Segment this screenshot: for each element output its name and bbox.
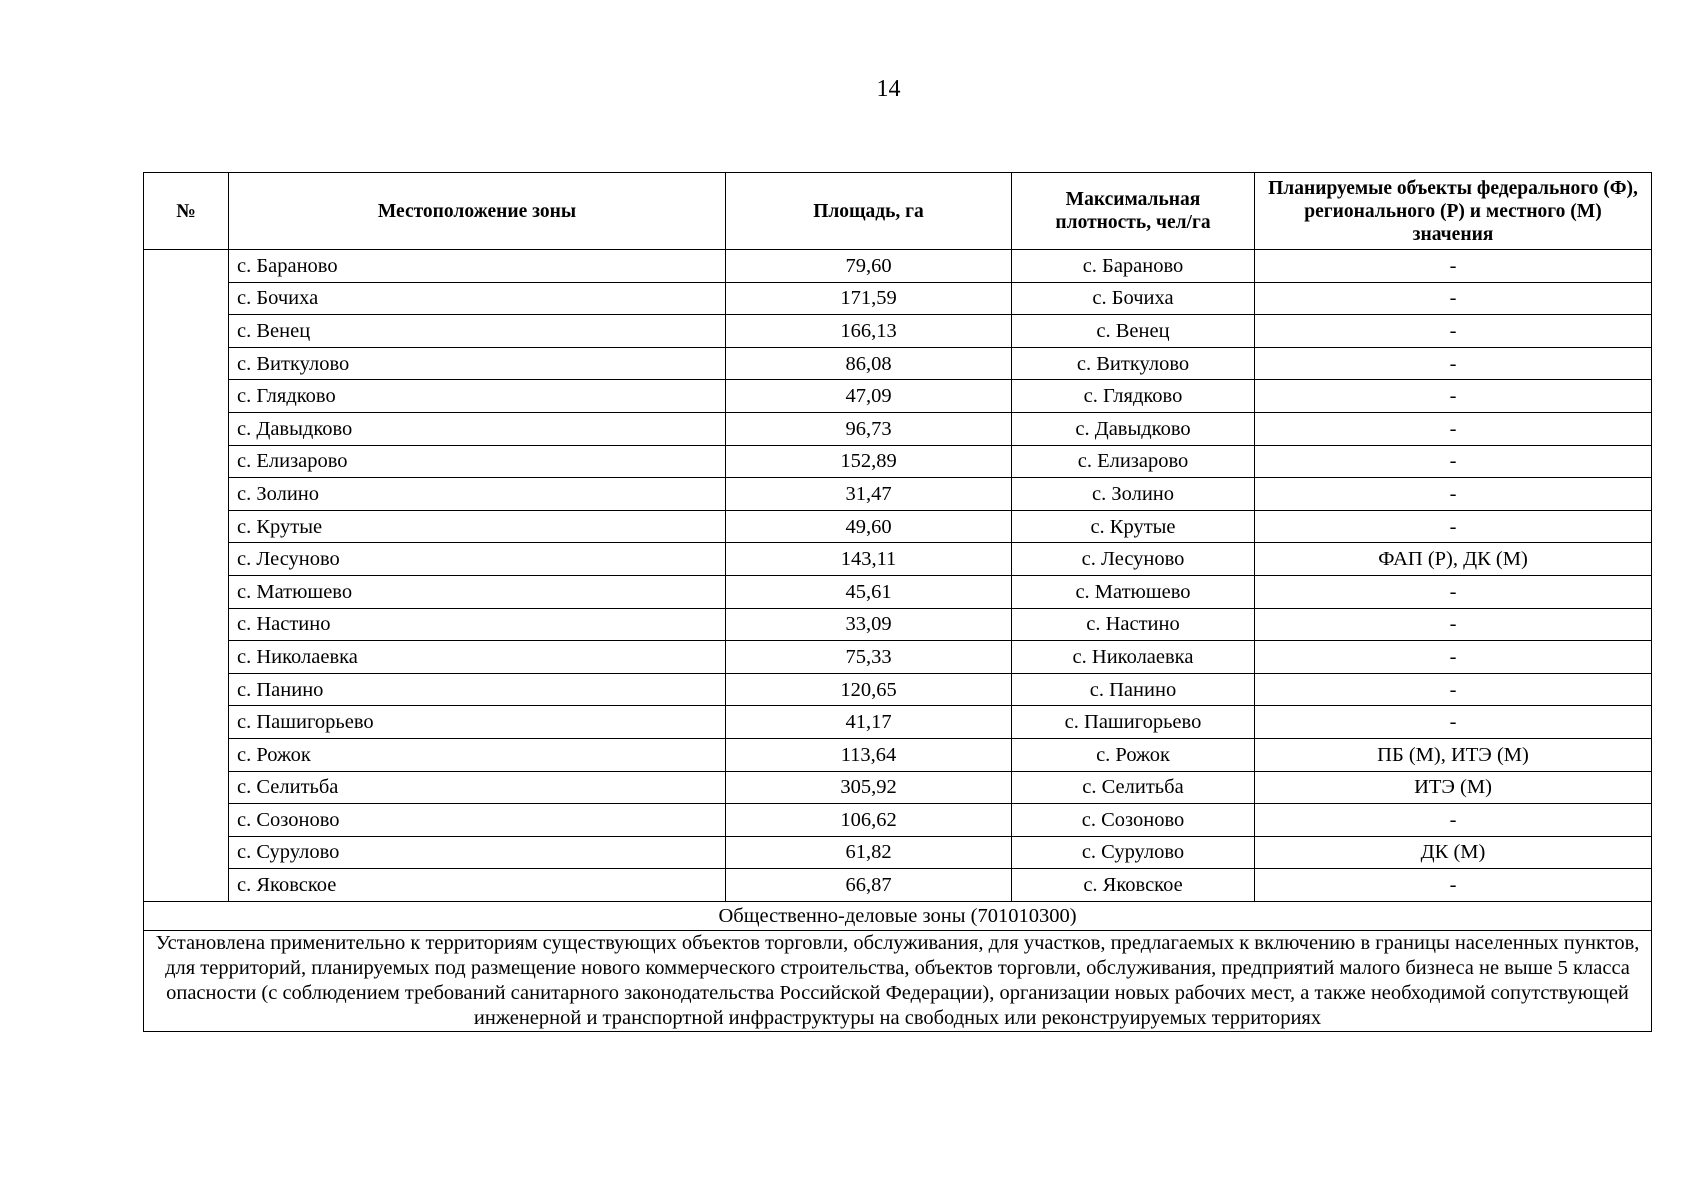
row-location: с. Настино bbox=[229, 608, 726, 641]
row-planned-objects: - bbox=[1255, 869, 1652, 902]
header-planned-objects: Планируемые объекты федерального (Ф), регионального (Р) и местного (М) значения bbox=[1255, 173, 1652, 250]
row-planned-objects: ФАП (Р), ДК (М) bbox=[1255, 543, 1652, 576]
row-location: с. Лесуново bbox=[229, 543, 726, 576]
row-area: 31,47 bbox=[726, 478, 1012, 511]
page-number: 14 bbox=[876, 76, 901, 102]
row-planned-objects: - bbox=[1255, 478, 1652, 511]
row-planned-objects: - bbox=[1255, 641, 1652, 674]
table-body bbox=[144, 250, 1652, 902]
number-cell bbox=[144, 250, 229, 902]
table-row bbox=[144, 412, 1652, 445]
row-density: с. Бочиха bbox=[1012, 282, 1255, 315]
row-planned-objects: ПБ (М), ИТЭ (М) bbox=[1255, 738, 1652, 771]
table-row bbox=[144, 380, 1652, 413]
row-planned-objects: - bbox=[1255, 706, 1652, 739]
row-density: с. Глядково bbox=[1012, 380, 1255, 413]
table-row bbox=[144, 738, 1652, 771]
row-planned-objects: - bbox=[1255, 445, 1652, 478]
table-row bbox=[144, 706, 1652, 739]
row-planned-objects: - bbox=[1255, 282, 1652, 315]
row-location: с. Сурулово bbox=[229, 836, 726, 869]
header-density: Максимальная плотность, чел/га bbox=[1012, 173, 1255, 250]
row-planned-objects: - bbox=[1255, 347, 1652, 380]
row-location: с. Рожок bbox=[229, 738, 726, 771]
row-planned-objects: - bbox=[1255, 315, 1652, 348]
row-density: с. Елизарово bbox=[1012, 445, 1255, 478]
row-location: с. Матюшево bbox=[229, 575, 726, 608]
row-planned-objects: - bbox=[1255, 412, 1652, 445]
row-density: с. Созоново bbox=[1012, 804, 1255, 837]
table-row bbox=[144, 478, 1652, 511]
row-location: с. Давыдково bbox=[229, 412, 726, 445]
row-area: 152,89 bbox=[726, 445, 1012, 478]
row-density: с. Сурулово bbox=[1012, 836, 1255, 869]
row-location: с. Бараново bbox=[229, 250, 726, 283]
row-location: с. Панино bbox=[229, 673, 726, 706]
row-density: с. Матюшево bbox=[1012, 575, 1255, 608]
row-location: с. Золино bbox=[229, 478, 726, 511]
row-density: с. Бараново bbox=[1012, 250, 1255, 283]
row-planned-objects: - bbox=[1255, 575, 1652, 608]
row-location: с. Созоново bbox=[229, 804, 726, 837]
table-row bbox=[144, 804, 1652, 837]
row-density: с. Панино bbox=[1012, 673, 1255, 706]
row-area: 66,87 bbox=[726, 869, 1012, 902]
header-location: Местоположение зоны bbox=[229, 173, 726, 250]
row-density: с. Лесуново bbox=[1012, 543, 1255, 576]
table-header-row bbox=[144, 173, 1652, 250]
table-row bbox=[144, 641, 1652, 674]
row-planned-objects: ИТЭ (М) bbox=[1255, 771, 1652, 804]
row-location: с. Яковское bbox=[229, 869, 726, 902]
table-row bbox=[144, 673, 1652, 706]
row-density: с. Пашигорьево bbox=[1012, 706, 1255, 739]
zone-title-row bbox=[144, 901, 1652, 930]
row-area: 106,62 bbox=[726, 804, 1012, 837]
row-area: 61,82 bbox=[726, 836, 1012, 869]
row-location: с. Венец bbox=[229, 315, 726, 348]
table-row bbox=[144, 869, 1652, 902]
table-row bbox=[144, 608, 1652, 641]
zone-title: Общественно-деловые зоны (701010300) bbox=[144, 901, 1652, 930]
row-density: с. Давыдково bbox=[1012, 412, 1255, 445]
table-row bbox=[144, 282, 1652, 315]
row-density: с. Настино bbox=[1012, 608, 1255, 641]
row-density: с. Рожок bbox=[1012, 738, 1255, 771]
row-area: 120,65 bbox=[726, 673, 1012, 706]
header-area: Площадь, га bbox=[726, 173, 1012, 250]
row-area: 86,08 bbox=[726, 347, 1012, 380]
row-density: с. Венец bbox=[1012, 315, 1255, 348]
row-location: с. Николаевка bbox=[229, 641, 726, 674]
table-row bbox=[144, 771, 1652, 804]
row-location: с. Пашигорьево bbox=[229, 706, 726, 739]
row-location: с. Елизарово bbox=[229, 445, 726, 478]
table-row bbox=[144, 250, 1652, 283]
row-planned-objects: ДК (М) bbox=[1255, 836, 1652, 869]
row-density: с. Николаевка bbox=[1012, 641, 1255, 674]
row-density: с. Золино bbox=[1012, 478, 1255, 511]
table-row bbox=[144, 315, 1652, 348]
row-location: с. Глядково bbox=[229, 380, 726, 413]
row-density: с. Селитьба bbox=[1012, 771, 1255, 804]
row-area: 45,61 bbox=[726, 575, 1012, 608]
row-area: 75,33 bbox=[726, 641, 1012, 674]
row-area: 33,09 bbox=[726, 608, 1012, 641]
row-area: 171,59 bbox=[726, 282, 1012, 315]
row-location: с. Селитьба bbox=[229, 771, 726, 804]
zones-table bbox=[143, 172, 1652, 1032]
row-area: 41,17 bbox=[726, 706, 1012, 739]
table-row bbox=[144, 543, 1652, 576]
row-planned-objects: - bbox=[1255, 510, 1652, 543]
row-planned-objects: - bbox=[1255, 608, 1652, 641]
row-area: 96,73 bbox=[726, 412, 1012, 445]
row-area: 305,92 bbox=[726, 771, 1012, 804]
row-area: 143,11 bbox=[726, 543, 1012, 576]
row-location: с. Крутые bbox=[229, 510, 726, 543]
row-location: с. Виткулово bbox=[229, 347, 726, 380]
zone-description: Установлена применительно к территориям существующих объектов торговли, обслуживания, для участков, предлагаемых к включению в границы населенных пунктов, для территорий, планируемых под размещение нового коммерческого строительства, объектов торговли, обслуживания, предприятий малого бизнеса не выше 5 класса опасности (с соблюдением требований санитарного законодательства Российской Федерации), организации новых рабочих мест, а также необходимой сопутствующей инженерной и транспортной инфраструктуры на свободных или реконструируемых территориях bbox=[144, 930, 1652, 1031]
row-area: 166,13 bbox=[726, 315, 1012, 348]
row-area: 47,09 bbox=[726, 380, 1012, 413]
table-row bbox=[144, 836, 1652, 869]
table-row bbox=[144, 510, 1652, 543]
row-planned-objects: - bbox=[1255, 250, 1652, 283]
row-planned-objects: - bbox=[1255, 380, 1652, 413]
row-planned-objects: - bbox=[1255, 673, 1652, 706]
row-area: 113,64 bbox=[726, 738, 1012, 771]
table-row bbox=[144, 445, 1652, 478]
row-location: с. Бочиха bbox=[229, 282, 726, 315]
row-density: с. Крутые bbox=[1012, 510, 1255, 543]
row-planned-objects: - bbox=[1255, 804, 1652, 837]
row-area: 49,60 bbox=[726, 510, 1012, 543]
row-area: 79,60 bbox=[726, 250, 1012, 283]
row-density: с. Виткулово bbox=[1012, 347, 1255, 380]
header-number: № bbox=[144, 173, 229, 250]
table-row bbox=[144, 347, 1652, 380]
row-density: с. Яковское bbox=[1012, 869, 1255, 902]
table-row bbox=[144, 575, 1652, 608]
zone-description-row bbox=[144, 930, 1652, 1031]
